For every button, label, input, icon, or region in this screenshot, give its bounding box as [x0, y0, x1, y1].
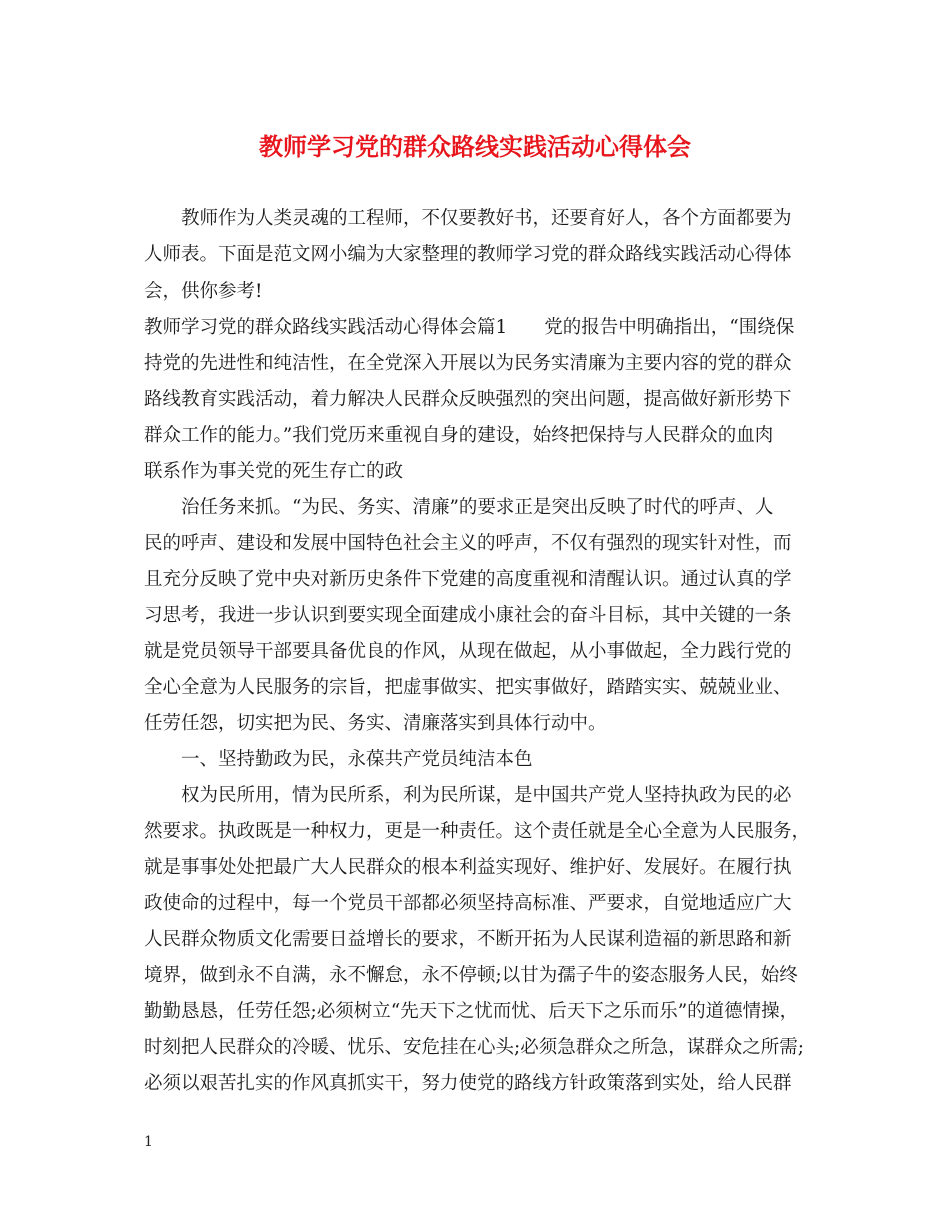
- document-title: 教师学习党的群众路线实践活动心得体会: [259, 132, 691, 161]
- paragraph-line: 人师表。下面是范文网小编为大家整理的教师学习党的群众路线实践活动心得体: [144, 244, 792, 265]
- page-number: 1: [144, 1134, 153, 1150]
- paragraph-line: 持党的先进性和纯洁性，在全党深入开展以为民务实清廉为主要内容的党的群众: [144, 353, 792, 374]
- paragraph-line: 全心全意为人民服务的宗旨，把虚事做实、把实事做好，踏踏实实、兢兢业业、: [144, 677, 792, 698]
- paragraph-line: 且充分反映了党中央对新历史条件下党建的高度重视和清醒认识。通过认真的学: [144, 569, 792, 590]
- paragraph-line: 就是事事处处把最广大人民群众的根本利益实现好、维护好、发展好。在履行执: [144, 857, 792, 878]
- paragraph-line: 必须以艰苦扎实的作风真抓实干，努力使党的路线方针政策落到实处，给人民群: [144, 1073, 792, 1094]
- paragraph-line: 任劳任怨，切实把为民、务实、清廉落实到具体行动中。: [144, 713, 607, 734]
- paragraph-line: 治任务来抓。“为民、务实、清廉”的要求正是突出反映了时代的呼声、人: [181, 497, 774, 518]
- paragraph-line: 教师学习党的群众路线实践活动心得体会篇1 党的报告中明确指出，“围绕保: [144, 317, 795, 338]
- paragraph-line: 然要求。执政既是一种权力，更是一种责任。这个责任就是全心全意为人民服务，: [144, 821, 811, 842]
- paragraph-line: 群众工作的能力。”我们党历来重视自身的建设，始终把保持与人民群众的血肉: [144, 425, 774, 446]
- paragraph-line: 人民群众物质文化需要日益增长的要求，不断开拓为人民谋利造福的新思路和新: [144, 929, 792, 950]
- paragraph-line: 会，供你参考!: [144, 281, 263, 302]
- paragraph-line: 联系作为事关党的死生存亡的政: [144, 461, 404, 482]
- paragraph-line: 时刻把人民群众的冷暖、忧乐、安危挂在心头;必须急群众之所急，谋群众之所需;: [144, 1037, 804, 1058]
- paragraph-line: 政使命的过程中，每一个党员干部都必须坚持高标准、严要求，自觉地适应广大: [144, 893, 792, 914]
- paragraph-line: 境界，做到永不自满，永不懈怠，永不停顿;以甘为孺子牛的姿态服务人民，始终: [144, 965, 798, 986]
- section-heading: 一、坚持勤政为民，永葆共产党员纯洁本色: [181, 749, 533, 770]
- paragraph-line: 权为民所用，情为民所系，利为民所谋，是中国共产党人坚持执政为民的必: [181, 785, 792, 806]
- paragraph-line: 教师作为人类灵魂的工程师，不仅要教好书，还要育好人，各个方面都要为: [181, 208, 792, 229]
- paragraph-line: 路线教育实践活动，着力解决人民群众反映强烈的突出问题，提高做好新形势下: [144, 389, 792, 410]
- paragraph-line: 勤勤恳恳，任劳任怨;必须树立“先天下之忧而忧、后天下之乐而乐”的道德情操，: [144, 1001, 799, 1022]
- paragraph-line: 民的呼声、建设和发展中国特色社会主义的呼声，不仅有强烈的现实针对性，而: [144, 533, 792, 554]
- paragraph-line: 就是党员领导干部要具备优良的作风，从现在做起，从小事做起，全力践行党的: [144, 641, 792, 662]
- paragraph-line: 习思考，我进一步认识到要实现全面建成小康社会的奋斗目标，其中关键的一条: [144, 605, 792, 626]
